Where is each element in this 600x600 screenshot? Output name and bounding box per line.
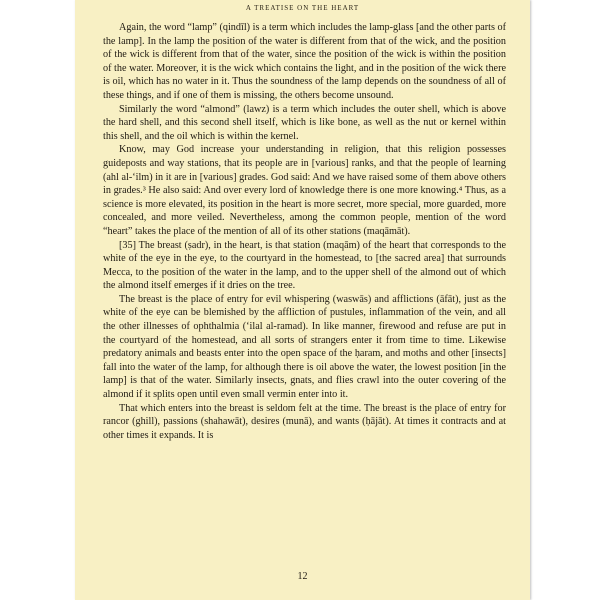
paragraph-knowledge: Know, may God increase your understanding in religion, that this religion possesses guideposts and way stations, that its people are in [various] ranks, and that the people of learning (ahl al-‘ilm) in it are in [various] grades. God said: And we have raised some of them above others in grades.³ He also said: And over every lord of knowledge there is one more knowing.⁴ Thus, as a science is more elevated, its position in the heart is more secret, more special, more guarded, more concealed, and more veiled. Nevertheless, among the common people, mention of the word “heart” takes the place of the mention of all of its other stations (maqāmāt). — [103, 144, 506, 237]
page-number: 12 — [297, 571, 308, 582]
paragraph-rancor: That which enters into the breast is seldom felt at the time. The breast is the place of entry for rancor (ghill), passions (shahawāt), desires (munā), and wants (ḥājāt). At times it contracts and at other times it expands. It is — [103, 402, 506, 441]
running-header: A TREATISE ON THE HEART — [245, 4, 360, 12]
book-page — [75, 0, 530, 600]
paragraph-breast-entry: The breast is the place of entry for evil whispering (waswās) and afflictions (āfāt), just as the white of the eye can be blemished by the affliction of pustules, inflammation of the vein, and all the other illnesses of ophthalmia (‘ilal al-ramad). In like manner, firewood and refuse are put in the courtyard of the homestead, and all sorts of strangers enter it from time to time. Likewise predatory animals and beasts enter into the open space of the ḥaram, and moths and other [insects] fall into the water of the lamp, for although there is oil above the water, the lowest position [in the lamp] is that of the water. Similarly insects, gnats, and flies crawl into the outer covering of the almond if it splits open until even small vermin enter into it. — [103, 293, 506, 401]
paragraph-breast-station: [35] The breast (ṣadr), in the heart, is that station (maqām) of the heart that corresponds to the white of the eye in the eye, to the courtyard in the homestead, to [the sacred area] that surrounds Mecca, to the position of the water in the lamp, and to the upper shell of the almond out of which the almond itself emerges if it dries on the tree. — [103, 239, 506, 292]
body-text — [103, 21, 506, 442]
paragraph-lamp: Again, the word “lamp” (qindīl) is a term which includes the lamp-glass [and the other parts of the lamp]. In the lamp the position of the water is different from that of the wick, and the position of the wick is different from that of the water, since the position of the wick is within the position of the water. Moreover, it is the wick which contains the light, and in the position of the wick there is oil, which has no water in it. Thus the soundness of the lamp depends on the soundness of all of these things, and if one of them is missing, the others become unsound. — [103, 22, 506, 101]
paragraph-almond: Similarly the word “almond” (lawz) is a term which includes the outer shell, which is above the hard shell, and this second shell itself, which is like bone, as well as the nut or kernel within this shell, and the oil which is within the kernel. — [103, 103, 506, 142]
